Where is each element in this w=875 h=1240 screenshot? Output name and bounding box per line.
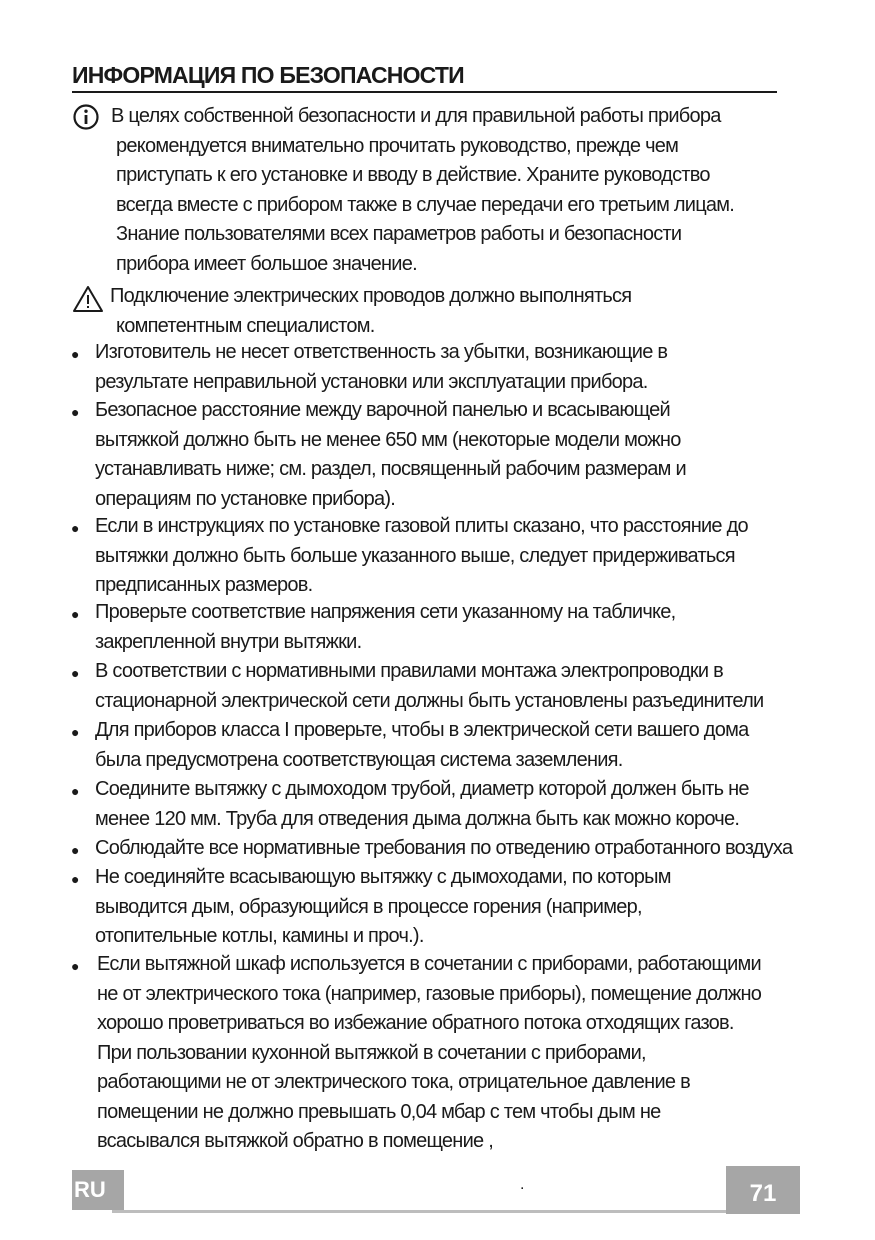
list-item-line: Изготовитель не несет ответственность за убытки, возникающие в (95, 341, 668, 363)
info-line: Знание пользователями всех параметров работы и безопасности (116, 223, 682, 245)
list-item-line: отопительные котлы, камины и проч.). (95, 925, 424, 947)
language-label: RU (72, 1170, 124, 1210)
bullet-dot-icon: ● (71, 783, 80, 799)
bullet-dot-icon: ● (71, 958, 80, 974)
bullet-dot-icon: ● (71, 842, 80, 858)
list-item-line: Если вытяжной шкаф используется в сочетании с приборами, работающими (97, 953, 761, 975)
list-item (95, 863, 671, 952)
list-item-line: хорошо проветриваться во избежание обратного потока отходящих газов. (97, 1012, 734, 1034)
warning-triangle-icon (72, 285, 104, 313)
bullet-dot-icon: ● (71, 346, 80, 362)
list-item-line: Соблюдайте все нормативные требования по отведению отработанного воздуха (95, 837, 793, 859)
page-title: ИНФОРМАЦИЯ ПО БЕЗОПАСНОСТИ (72, 60, 777, 93)
list-item-line: работающими не от электрического тока, отрицательное давление в (97, 1071, 690, 1093)
list-item-line: Если в инструкциях по установке газовой плиты сказано, что расстояние до (95, 515, 748, 537)
bullet-dot-icon: ● (71, 520, 80, 536)
footer (72, 1166, 800, 1214)
list-item-line: не от электрического тока (например, газовые приборы), помещение должно (97, 982, 762, 1005)
list-item-line: Безопасное расстояние между варочной панелью и всасывающей (95, 399, 670, 421)
bullet-dot-icon: ● (71, 404, 80, 420)
info-paragraph (111, 102, 734, 279)
list-item (95, 512, 748, 601)
bullet-dot-icon: ● (71, 724, 80, 740)
list-item-line: закрепленной внутри вытяжки. (95, 630, 362, 653)
list-item-line: вытяжкой должно быть не менее 650 мм (некоторые модели можно (95, 428, 681, 451)
info-line: всегда вместе с прибором также в случае передачи его третьим лицам. (116, 193, 735, 216)
info-line: рекомендуется внимательно прочитать руководство, прежде чем (116, 134, 679, 157)
list-item-line: помещении не должно превышать 0,04 мбар с тем чтобы дым не (97, 1100, 661, 1123)
warning-paragraph (110, 282, 631, 341)
list-item-line: операциям по установке прибора). (95, 487, 396, 510)
list-item (95, 338, 667, 397)
page-number: 71 (726, 1166, 800, 1214)
info-circle-icon (73, 104, 99, 130)
list-item (97, 950, 761, 1157)
list-item-line: Проверьте соответствие напряжения сети указанному на табличке, (95, 601, 676, 623)
bullet-dot-icon: ● (71, 871, 80, 887)
list-item-line: Соедините вытяжку с дымоходом трубой, диаметр которой должен быть не (95, 778, 749, 800)
list-item (95, 834, 792, 864)
list-item (95, 598, 675, 657)
footer-mark: . (520, 1176, 525, 1193)
list-item (95, 716, 748, 775)
warning-line: компетентным специалистом. (116, 314, 375, 337)
list-item-line: В соответствии с нормативными правилами монтажа электропроводки в (95, 660, 724, 682)
warning-line: Подключение электрических проводов должно выполняться (110, 285, 632, 307)
list-item-line: менее 120 мм. Труба для отведения дыма должна быть как можно короче. (95, 807, 740, 830)
list-item-line: Для приборов класса I проверьте, чтобы в электрической сети вашего дома (95, 719, 749, 741)
list-item-line: вытяжки должно быть больше указанного выше, следует придерживаться (95, 544, 735, 567)
info-line: прибора имеет большое значение. (116, 252, 417, 275)
list-item (95, 657, 763, 716)
info-line: В целях собственной безопасности и для правильной работы прибора (111, 105, 721, 127)
list-item-line: При пользовании кухонной вытяжкой в сочетании с приборами, (97, 1041, 646, 1064)
info-line: приступать к его установке и вводу в действие. Храните руководство (116, 164, 710, 186)
list-item-line: предписанных размеров. (95, 574, 313, 596)
list-item-line: результате неправильной установки или эксплуатации прибора. (95, 370, 648, 393)
list-item (95, 396, 686, 514)
list-item-line: была предусмотрена соответствующая система заземления. (95, 748, 623, 771)
list-item-line: стационарной электрической сети должны быть установлены разъединители (95, 689, 764, 712)
list-item (95, 775, 749, 834)
list-item-line: Не соединяйте всасывающую вытяжку с дымоходами, по которым (95, 866, 671, 888)
list-item-line: устанавливать ниже; см. раздел, посвященный рабочим размерам и (95, 458, 686, 480)
list-item-line: всасывался вытяжкой обратно в помещение , (97, 1130, 494, 1152)
bullet-dot-icon: ● (71, 606, 80, 622)
bullet-dot-icon: ● (71, 665, 80, 681)
list-item-line: выводится дым, образующийся в процессе горения (например, (95, 895, 642, 918)
footer-divider (112, 1210, 762, 1213)
